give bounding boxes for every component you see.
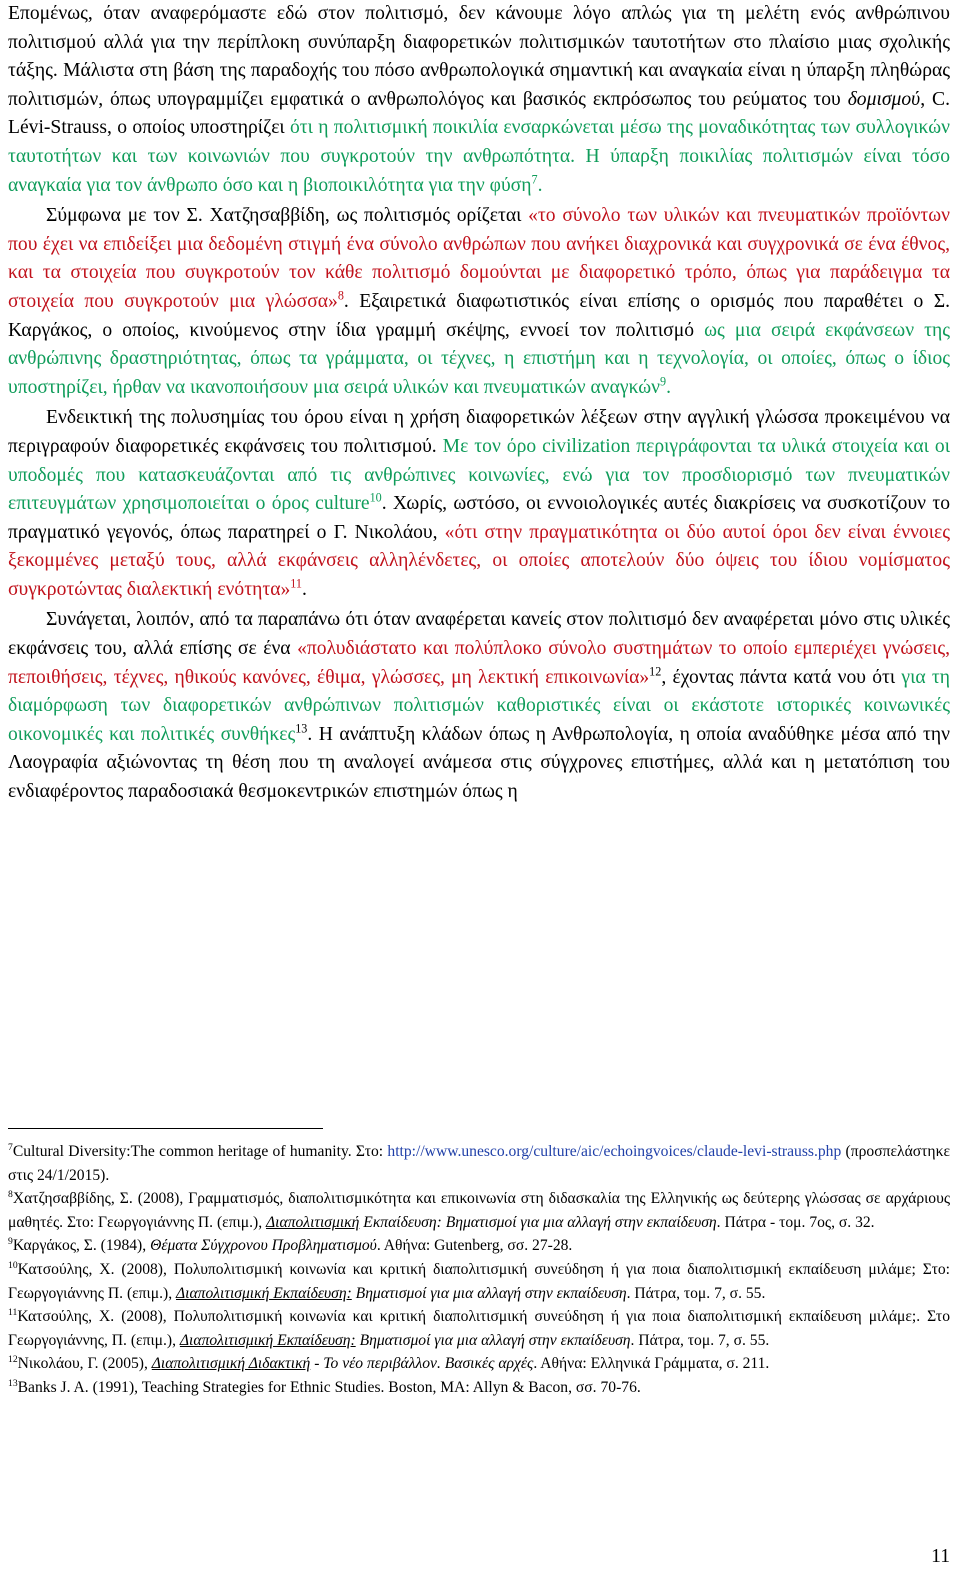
- footnote-number: 11: [8, 1306, 18, 1318]
- footnote-number: 10: [8, 1259, 18, 1271]
- text-run: , έχοντας πάντα κατά νου ότι: [661, 666, 902, 688]
- footnote-number: 8: [8, 1189, 13, 1200]
- footnote-title: Βηματισμοί για μια αλλαγή στην εκπαίδευση: [355, 1331, 631, 1349]
- footnote-text: Cultural Diversity:The common heritage of humanity. Στο:: [12, 1143, 388, 1160]
- quotation-red: «το σύνολο των υλικών και πνευματικών προϊόντων που έχει να επιδείξει μια δεδομένη στιγμή ένα σύνολο ανθρώπων που ανήκει διαχρονικά και συγχρονικά σε ένα έθνος, και τα στοιχεία που συγκροτούν τον κάθε πολιτισμό δομούνται με διαφορετικό τρόπο, όπως για παράδειγμα τα στοιχεία που συγκροτούν μια γλώσσα»: [8, 205, 950, 312]
- footnote-text: . Πάτρα, τομ. 7, σ. 55.: [626, 1284, 766, 1302]
- footnote-text: Καργάκος, Σ. (1984),: [12, 1237, 151, 1255]
- footnote-title: Διαπολιτισμική: [266, 1213, 360, 1231]
- text-run: Σύμφωνα με τον Σ. Χατζησαββίδη, ως πολιτισμός ορίζεται: [46, 205, 529, 227]
- footnote-ref[interactable]: 10: [369, 490, 382, 505]
- footnote-separator: [8, 1128, 323, 1129]
- text-run: .: [301, 578, 307, 600]
- page-number: 11: [931, 1546, 950, 1567]
- quotation-red: «ότι στην πραγματικότητα οι δύο αυτοί όροι δεν είναι έννοιες ξεκομμένες μεταξύ τους, αλλά εκφάνσεις αλληλένδετες, οι οποίες αποτελούν δύο όψεις του ίδιου νομίσματος συγκροτώντας διαλεκτική ενότητα»: [8, 521, 950, 600]
- footnote-number: 13: [8, 1377, 18, 1389]
- footnote-8: [8, 1187, 950, 1234]
- highlighted-text-green: ως μια σειρά εκφάνσεων της ανθρώπινης δραστηριότητας, όπως τα γράμματα, οι τέχνες, η επιστήμη και η τεχνολογία, οι οποίες, όπως ο ίδιος υποστηρίζει, ήρθαν να ικανοποιήσουν μια σειρά υλικών και πνευματικών αναγκών: [8, 319, 951, 398]
- footnote-ref[interactable]: 13: [295, 721, 308, 736]
- footnote-11: [8, 1305, 950, 1352]
- footnote-text: . Αθήνα: Gutenberg, σσ. 27-28.: [376, 1237, 573, 1255]
- paragraph-3: [8, 404, 950, 604]
- footnote-number: 7: [8, 1141, 13, 1153]
- footnote-text: . Πάτρα - τομ. 7ος, σ. 32.: [716, 1213, 875, 1231]
- paragraph-4: [8, 606, 950, 806]
- footnote-ref[interactable]: 11: [290, 576, 302, 591]
- footnote-title: - Το νέο περιβάλλον. Βασικές αρχές: [310, 1355, 534, 1373]
- footnote-title: Διαπολιτισμική Εκπαίδευση:: [179, 1331, 356, 1349]
- highlighted-text-green: για τη διαμόρφωση των διαφορετικών ανθρώπινων πολιτισμών καθοριστικές είναι οι εκάστοτε ιστορικές κοινωνικές οικονομικές και πολιτικές συνθήκες: [8, 666, 951, 745]
- text-run: Ενδεικτική της πολυσημίας του όρου είναι η χρήση διαφορετικών λέξεων στην αγγλική γλώσσα προκειμένου να περιγραφούν διαφορετικές εκφάνσεις του πολιτισμού.: [8, 407, 950, 457]
- footnote-link[interactable]: http://www.unesco.org/culture/aic/echoingvoices/claude-levi-strauss.php: [387, 1143, 842, 1160]
- text-run: . Εξαιρετικά διαφωτιστικός είναι επίσης ο ορισμός που παραθέτει ο Σ. Καργάκος, ο οποίος, κινούμενος στην ίδια γραμμή σκέψης, εννοεί τον πολιτισμό: [8, 290, 950, 341]
- footnote-7: [8, 1140, 950, 1187]
- paragraph-1: [8, 0, 950, 200]
- text-run: Συνάγεται, λοιπόν, από τα παραπάνω ότι όταν αναφέρεται κανείς στον πολιτισμό δεν αναφέρεται μόνο στις υλικές εκφάνσεις του, αλλά επίσης σε ένα: [8, 609, 950, 660]
- footnote-ref[interactable]: 8: [337, 288, 344, 303]
- text-run: . Η ανάπτυξη κλάδων όπως η Ανθρωπολογία, η οποία αναδύθηκε μέσα από την Λαογραφία αξιώνοντας τη θέση που τη αναλογεί ανάμεσα στις σύγχρονες επιστήμες, αλλά και η μετατόπιση του ενδιαφέροντος παραδοσιακά θεσμοκεντρικών επιστημών όπως η: [8, 723, 950, 803]
- text-run: .: [537, 174, 543, 196]
- footnote-title: Διαπολιτισμική Εκπαίδευση:: [176, 1284, 352, 1302]
- footnote-text: Κατσούλης, Χ. (2008), Πολυπολιτισμική κοινωνία και κριτική διαπολιτισμική συνεύδηση ή για ποια διαπολιτισμική εκπαίδευση μιλάμε;. Στο Γεωργογιάννης, Π. (επιμ.),: [8, 1308, 950, 1349]
- text-run: .: [666, 376, 672, 398]
- footnote-title: Βηματισμοί για μια αλλαγή στην εκπαίδευση: [351, 1284, 627, 1302]
- footnote-ref[interactable]: 9: [660, 374, 667, 389]
- quotation-red: «πολυδιάστατο και πολύπλοκο σύνολο συστημάτων το οποίο εμπεριέχει γνώσεις, πεποιθήσεις, τέχνες, ηθικούς κανόνες, έθιμα, γλώσσες, μη λεκτική επικοινωνία»: [8, 638, 950, 688]
- text-run: . Χωρίς, ωστόσο, οι εννοιολογικές αυτές διακρίσεις να συσκοτίζουν το πραγματικό γεγονός, όπως παρατηρεί ο Γ. Νικολάου,: [8, 493, 950, 543]
- footnote-text: Νικολάου, Γ. (2005),: [17, 1355, 152, 1373]
- highlighted-text-green: ότι η πολιτισμική ποικιλία ενσαρκώνεται μέσω της μοναδικότητας των συλλογικών ταυτοτήτων και των κοινωνιών που συγκροτούν την ανθρωπότητα. Η ύπαρξη ποικιλίας πολιτισμών είναι τόσο αναγκαία για τον άνθρωπο όσο και η βιοποικιλότητα για την φύση: [8, 117, 950, 196]
- footnote-12: [8, 1352, 950, 1376]
- footnote-number: 9: [8, 1236, 13, 1248]
- footnote-title: Διαπολιτισμική Διδακτική: [151, 1355, 311, 1373]
- footnote-title: Εκπαίδευση: Βηματισμοί για μια αλλαγή στην εκπαίδευση: [359, 1213, 717, 1231]
- emphasis-text: δομισμού: [847, 88, 921, 110]
- footnote-ref[interactable]: 12: [649, 664, 662, 679]
- text-run: Επομένως, όταν αναφερόμαστε εδώ στον πολιτισμό, δεν κάνουμε λόγο απλώς για τη μελέτη ενός ανθρώπινου πολιτισμού αλλά για την περίπλοκη συνύπαρξη διαφορετικών πολιτισμικών ταυτοτήτων στο πλαίσιο μιας σχολικής τάξης. Μάλιστα στη βάση της παραδοχής του πόσο ανθρωπολογικά σημαντική και αναγκαία είναι η ύπαρξη πληθώρας πολιτισμών, όπως υπογραμμίζει εμφατικά ο ανθρωπολόγος και βασικός εκπρόσωπος του ρεύματος του: [8, 3, 950, 110]
- footnote-number: 12: [8, 1354, 18, 1366]
- text-run: , C. Lévi-Strauss, ο οποίος υποστηρίζει: [8, 88, 950, 139]
- footnote-ref[interactable]: 7: [531, 172, 538, 187]
- footnote-text: . Αθήνα: Ελληνικά Γράμματα, σ. 211.: [533, 1355, 770, 1373]
- highlighted-text-green: Με τον όρο civilization περιγράφονται τα υλικά στοιχεία και οι υποδομές που κατασκευάζονται από τις ανθρώπινες κοινωνίες, ενώ για τον προσδιορισμό των πνευματικών επιτευγμάτων χρησιμοποιείται ο όρος culture: [8, 435, 950, 515]
- footnote-text: Κατσούλης, Χ. (2008), Πολυπολιτισμική κοινωνία και κριτική διαπολιτισμική συνεύδηση ή για ποια διαπολιτισμική εκπαίδευση μιλάμε; Στο: Γεωργογιάννης Π. (επιμ.),: [8, 1260, 950, 1302]
- footnote-text: (προσπελάστηκε στις 24/1/2015).: [8, 1143, 950, 1184]
- footnote-10: [8, 1258, 950, 1305]
- footnote-text: Χατζησαββίδης, Σ. (2008), Γραμματισμός, διαπολιτισμικότητα και επικοινωνία στη διδασκαλία της Ελληνικής ως δεύτερης γλώσσας σε αρχάριους μαθητές. Στο: Γεωργογιάννης Π. (επιμ.),: [8, 1190, 950, 1231]
- footnote-13: [8, 1376, 950, 1400]
- footnote-title: Θέματα Σύγχρονου Προβληματισμού: [150, 1237, 377, 1255]
- document-page: [8, 0, 951, 1396]
- footnote-text: . Πάτρα, τομ. 7, σ. 55.: [630, 1331, 770, 1349]
- footnotes: [8, 1140, 950, 1400]
- footnote-9: [8, 1234, 950, 1258]
- footnote-text: Banks J. A. (1991), Teaching Strategies for Ethnic Studies. Boston, MA: Allyn & Bacon, σσ. 70-76.: [17, 1378, 641, 1396]
- paragraph-2: [8, 202, 950, 402]
